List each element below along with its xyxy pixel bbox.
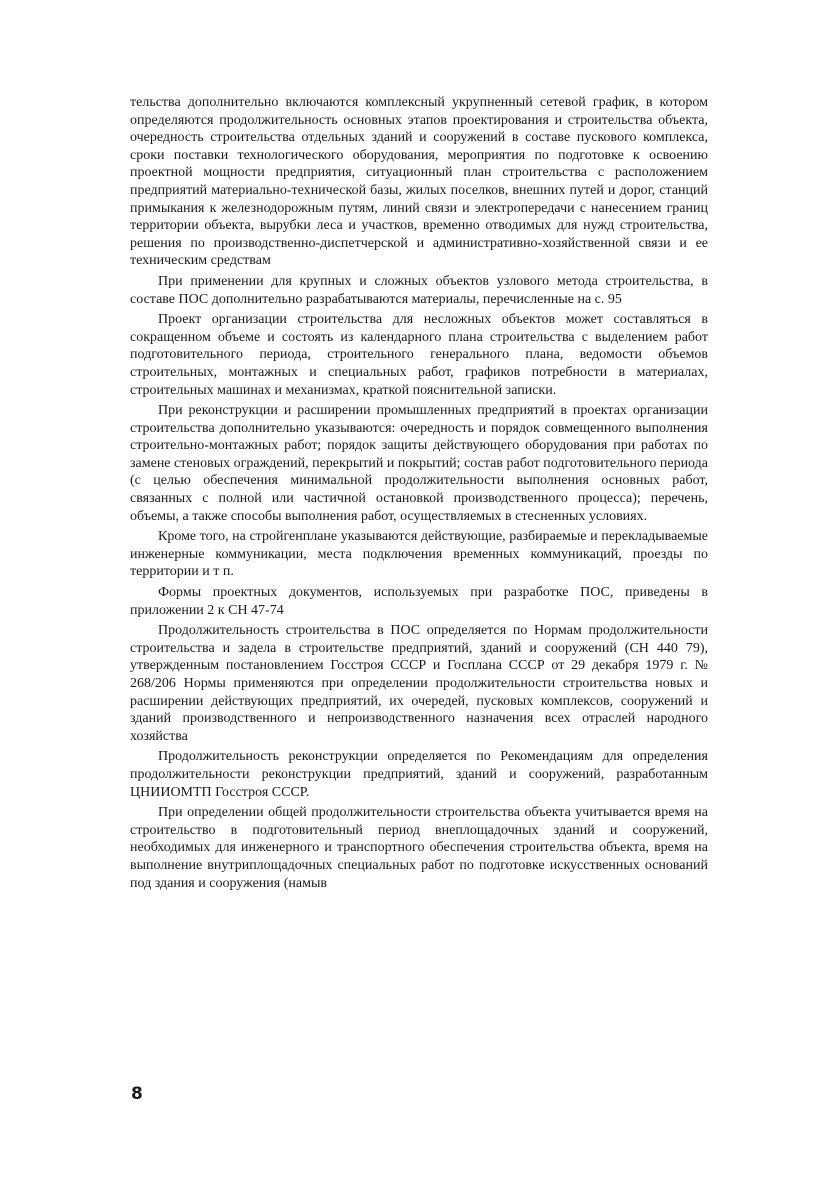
page-number: 8: [131, 1084, 143, 1104]
paragraph-6: Формы проектных документов, используемых при разработке ПОС, приведены в приложении 2 к СН 47-74: [130, 585, 708, 618]
body-text: [130, 94, 708, 892]
paragraph-7: Продолжительность строительства в ПОС определяется по Нормам продолжительности строительства и задела в строительстве предприятий, зданий и сооружений (СН 440 79), утвержденным постановлением Госстроя СССР и Госплана СССР от 29 декабря 1979 г. № 268/206 Нормы применяются при определении продолжительности строительства новых и расширении действующих предприятий, их очередей, пусковых комплексов, сооружений и зданий производственного и непроизводственного назначения всех отраслей народного хозяйства: [130, 623, 708, 744]
paragraph-2: При применении для крупных и сложных объектов узлового метода строительства, в составе ПОС дополнительно разрабатываются материалы, перечисленные на с. 95: [130, 273, 708, 307]
paragraph-3: Проект организации строительства для несложных объектов может составляться в сокращенном объеме и состоять из календарного плана строительства с выделением работ подготовительного периода, строительного генерального плана, ведомости объемов строительных, монтажных и специальных работ, графиков потребности в материалах, строительных машинах и механизмах, краткой пояснительной записки.: [130, 312, 708, 398]
paragraph-1-continuation: тельства дополнительно включаются комплексный укрупненный сетевой график, в котором определяются продолжительность основных этапов проектирования и строительства объекта, очередность строительства отдельных зданий и сооружений в составе пускового комплекса, сроки поставки технологического оборудования, мероприятия по подготовке к освоению проектной мощности предприятия, ситуационный план строительства с расположением предприятий материально-технической базы, жилых поселков, внешних путей и дорог, станций примыкания к железнодорожным путям, линий связи и электропередачи с нанесением границ территории объекта, вырубки леса и участков, временно отводимых для нужд строительства, решения по производственно-диспетчерской и административно-хозяйственной связи и ее техническим средствам: [130, 95, 708, 269]
paragraph-9: При определении общей продолжительности строительства объекта учитывается время на строительство в подготовительный период внеплощадочных зданий и сооружений, необходимых для инженерного и транспортного обеспечения строительства объекта, время на выполнение внутриплощадочных специальных работ по подготовке искусственных оснований под здания и сооружения (намыв: [130, 805, 708, 891]
paragraph-5: Кроме того, на стройгенплане указываются действующие, разбираемые и перекладываемые инженерные коммуникации, места подключения временных коммуникаций, проезды по территории и т п.: [130, 529, 708, 580]
paragraph-8: Продолжительность реконструкции определяется по Рекомендациям для определения продолжительности реконструкции предприятий, зданий и сооружений, разработанным ЦНИИОМТП Госстроя СССР.: [130, 749, 708, 800]
paragraph-4: При реконструкции и расширении промышленных предприятий в проектах организации строительства дополнительно указываются: очередность и порядок совмещенного выполнения строительно-монтажных работ; порядок защиты действующего оборудования при работах по замене стеновых ограждений, перекрытий и покрытий; состав работ подготовительного периода (с целью обеспечения минимальной продолжительности выполнения основных работ, связанных с полной или частичной остановкой производственного процесса); перечень, объемы, а также способы выполнения работ, осуществляемых в стесненных условиях.: [130, 403, 708, 524]
